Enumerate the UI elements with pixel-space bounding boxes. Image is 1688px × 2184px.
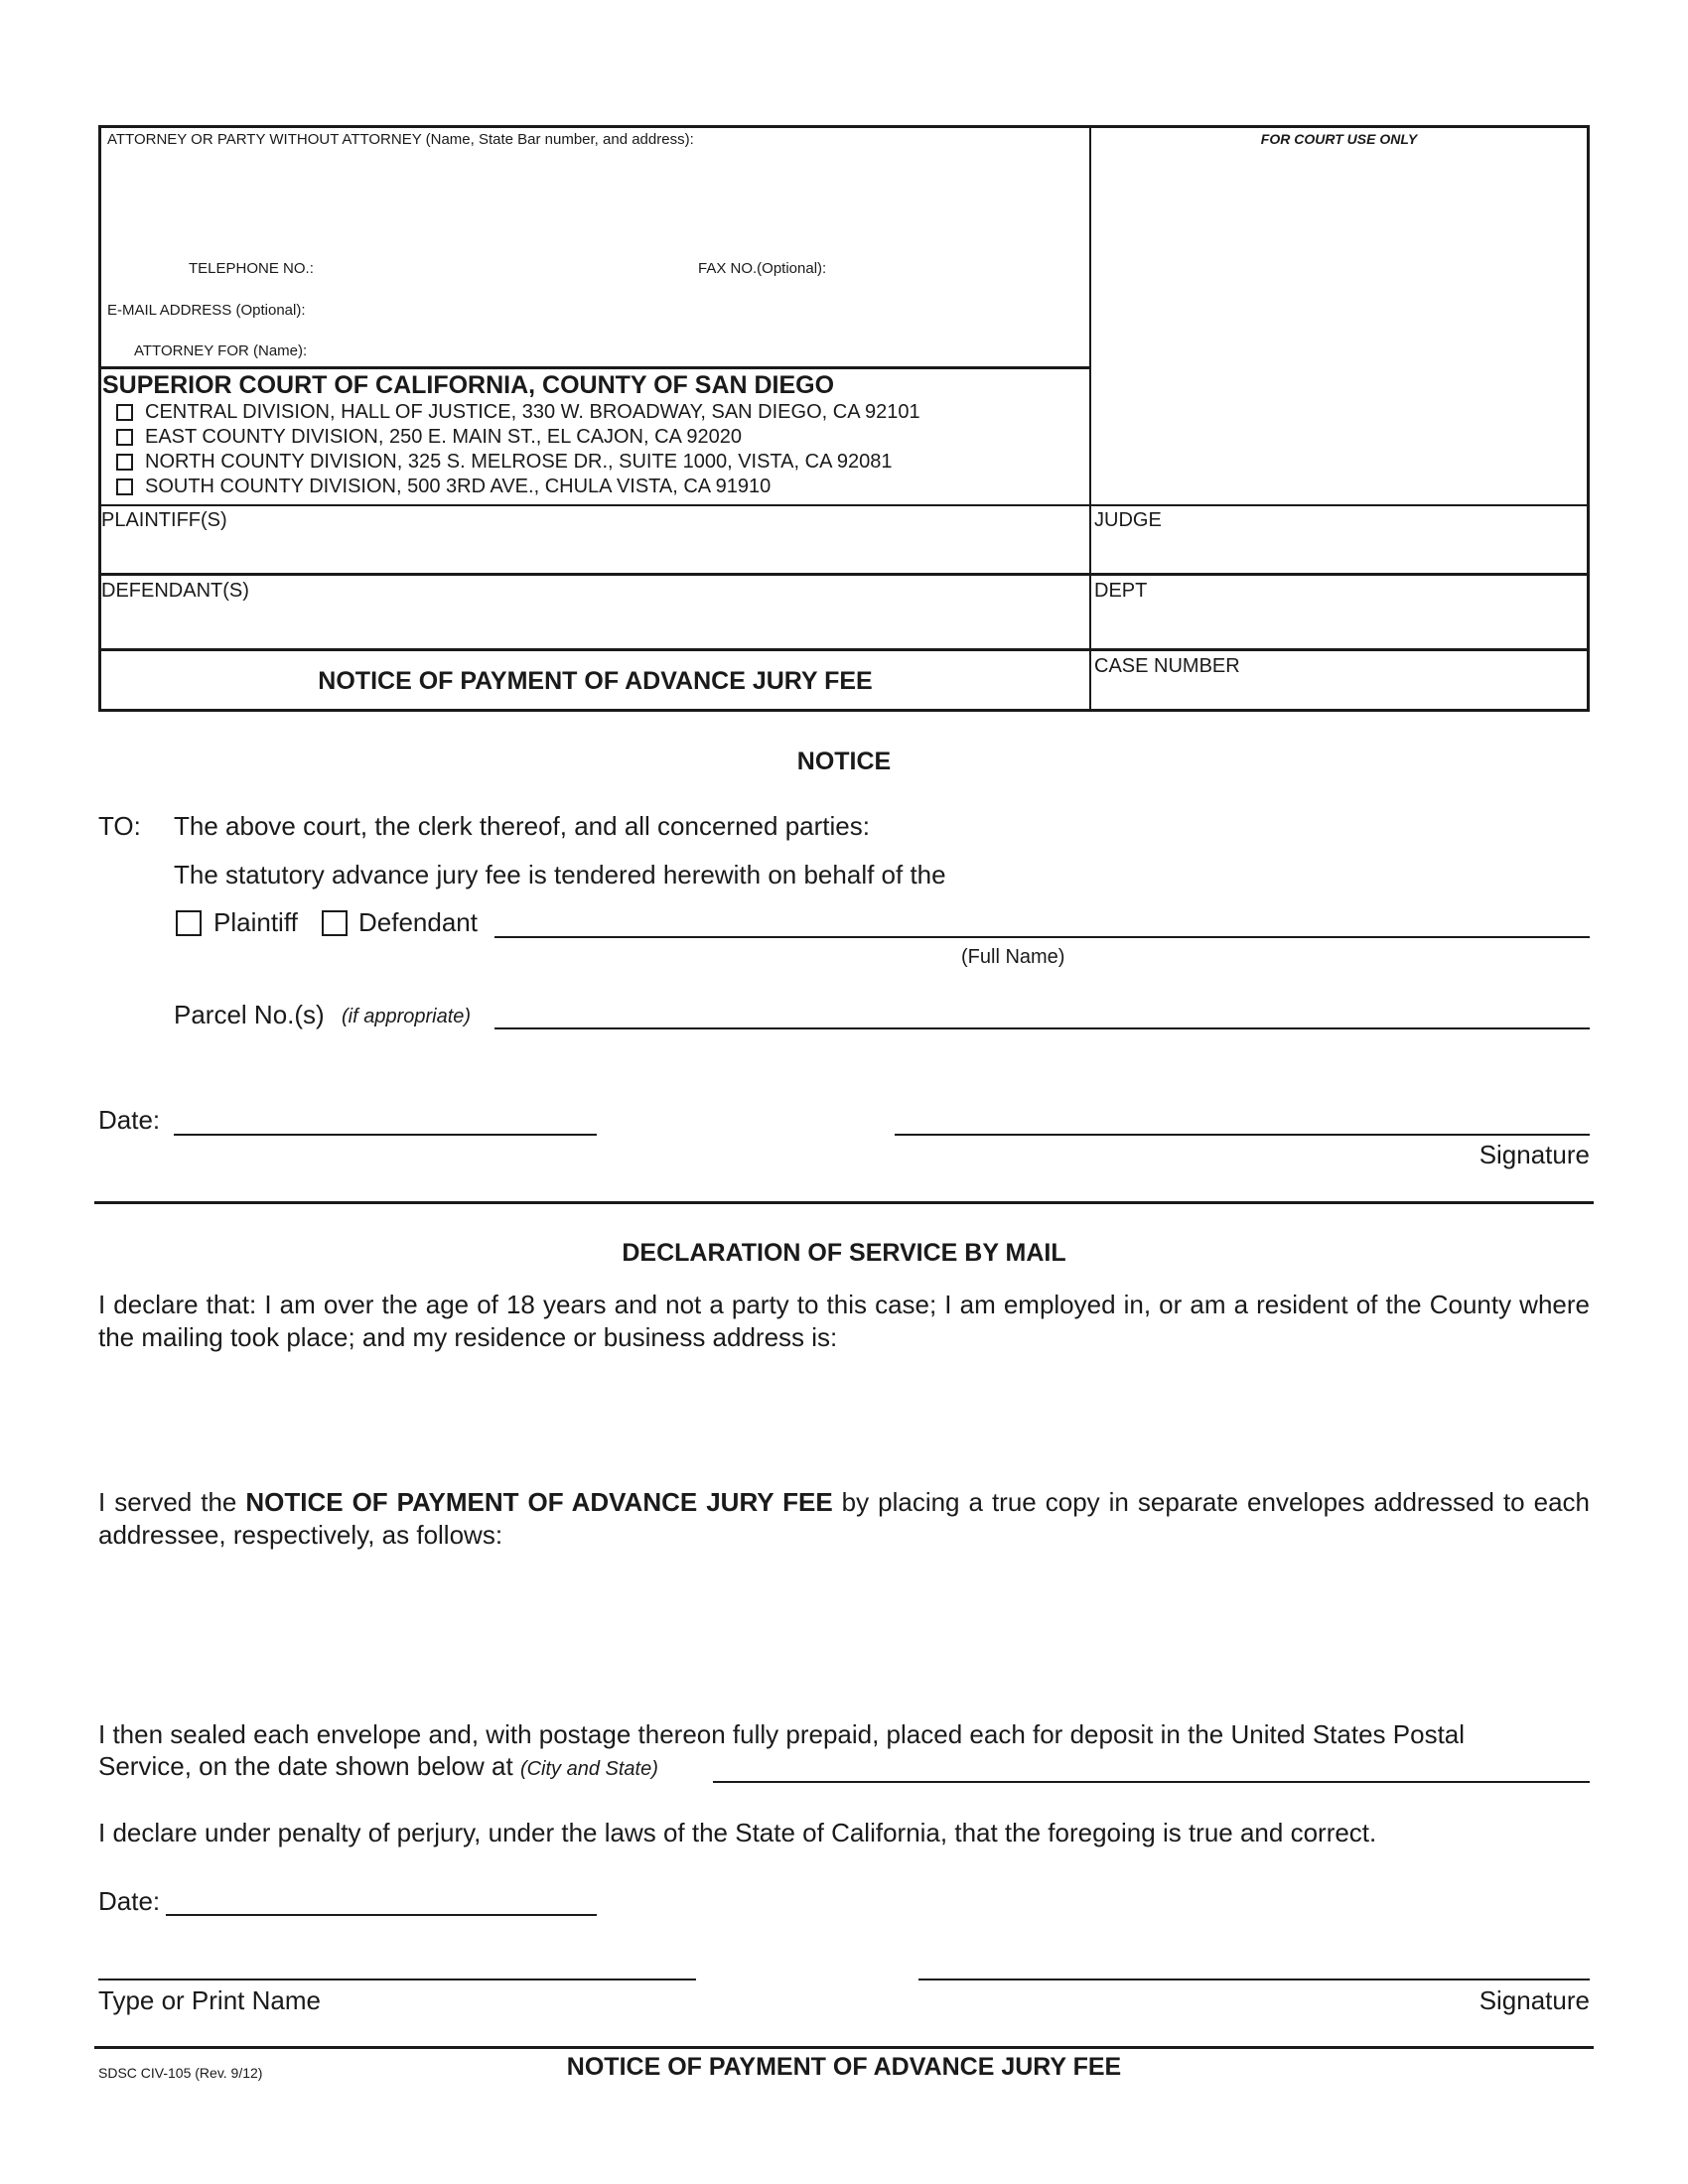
east-county-division-checkbox[interactable] xyxy=(116,429,133,446)
notice-signature-caption: Signature xyxy=(1478,1140,1590,1169)
to-text: The above court, the clerk thereof, and all concerned parties: xyxy=(174,811,870,841)
email-label: E-MAIL ADDRESS (Optional): xyxy=(107,302,306,319)
full-name-caption: (Full Name) xyxy=(961,946,1065,968)
declaration-served-paragraph xyxy=(98,1486,1590,1552)
frame-left xyxy=(98,125,101,712)
attorney-label: ATTORNEY OR PARTY WITHOUT ATTORNEY (Name, State Bar number, and address): xyxy=(107,131,694,148)
frame-bottom xyxy=(98,709,1590,712)
print-name-field[interactable] xyxy=(98,1979,696,1980)
footer-form-id: SDSC CIV-105 (Rev. 9/12) xyxy=(98,2065,263,2081)
parcel-label: Parcel No.(s) xyxy=(174,1000,325,1029)
plaintiff-label: PLAINTIFF(S) xyxy=(101,509,227,531)
attorney-for-label: ATTORNEY FOR (Name): xyxy=(134,342,308,359)
served-text-bold: NOTICE OF PAYMENT OF ADVANCE JURY FEE xyxy=(245,1487,833,1517)
court-use-label: FOR COURT USE ONLY xyxy=(1260,131,1418,147)
declaration-sealed-line1: I then sealed each envelope and, with postage thereon fully prepaid, placed each for deposit in the United States Postal xyxy=(98,1719,1466,1749)
served-text-before: I served the xyxy=(98,1487,246,1517)
defendant-label: DEFENDANT(S) xyxy=(101,580,249,602)
declaration-date-field[interactable] xyxy=(166,1914,597,1916)
declaration-address-paragraph: I declare that: I am over the age of 18 years and not a party to this case; I am employed in, or am a resident of the County where the mailing took place; and my residence or business address is: xyxy=(98,1290,1590,1352)
court-title: SUPERIOR COURT OF CALIFORNIA, COUNTY OF SAN DIEGO xyxy=(102,371,835,399)
south-county-division-checkbox[interactable] xyxy=(116,478,133,495)
full-name-field[interactable] xyxy=(494,936,1590,938)
declaration-date-label: Date: xyxy=(98,1886,161,1916)
court-plaintiff-divider xyxy=(98,504,1590,506)
plaintiff-checkbox[interactable] xyxy=(176,910,202,936)
footer-title: NOTICE OF PAYMENT OF ADVANCE JURY FEE xyxy=(566,2053,1122,2081)
declaration-signature-field[interactable] xyxy=(918,1979,1590,1980)
telephone-label: TELEPHONE NO.: xyxy=(189,260,314,277)
east-county-division-label: EAST COUNTY DIVISION, 250 E. MAIN ST., EL CAJON, CA 92020 xyxy=(145,426,742,448)
defendant-title-divider xyxy=(98,648,1590,651)
served-text-after: by placing a true copy in separate envelopes addressed to each addressee, respectively, as follows: xyxy=(98,1487,1591,1550)
notice-date-field[interactable] xyxy=(174,1134,597,1136)
dept-label: DEPT xyxy=(1094,580,1148,602)
form-title: NOTICE OF PAYMENT OF ADVANCE JURY FEE xyxy=(318,667,873,695)
frame-divider xyxy=(1089,125,1091,712)
defendant-option-label: Defendant xyxy=(358,907,478,937)
judge-label: JUDGE xyxy=(1094,509,1162,531)
frame-right xyxy=(1587,125,1590,712)
plaintiff-defendant-divider xyxy=(98,573,1590,576)
case-number-label: CASE NUMBER xyxy=(1094,655,1240,677)
print-name-caption: Type or Print Name xyxy=(98,1985,321,2015)
central-division-checkbox[interactable] xyxy=(116,404,133,421)
parcel-hint: (if appropriate) xyxy=(342,1006,472,1027)
notice-heading: NOTICE xyxy=(796,748,892,775)
declaration-signature-caption: Signature xyxy=(1478,1985,1590,2015)
tender-text: The statutory advance jury fee is tendered herewith on behalf of the xyxy=(174,860,946,889)
city-state-field[interactable] xyxy=(713,1781,1590,1783)
section-divider xyxy=(94,1201,1594,1204)
declaration-heading: DECLARATION OF SERVICE BY MAIL xyxy=(622,1239,1066,1267)
frame-top xyxy=(98,125,1590,128)
notice-signature-field[interactable] xyxy=(895,1134,1590,1136)
central-division-label: CENTRAL DIVISION, HALL OF JUSTICE, 330 W. BROADWAY, SAN DIEGO, CA 92101 xyxy=(145,401,920,423)
north-county-division-checkbox[interactable] xyxy=(116,454,133,471)
declaration-sealed-line2 xyxy=(98,1751,658,1782)
city-state-hint: (City and State) xyxy=(519,1758,658,1780)
notice-date-label: Date: xyxy=(98,1105,161,1135)
perjury-statement: I declare under penalty of perjury, under the laws of the State of California, that the foregoing is true and correct. xyxy=(98,1818,1377,1847)
attorney-court-divider xyxy=(98,366,1090,369)
north-county-division-label: NORTH COUNTY DIVISION, 325 S. MELROSE DR., SUITE 1000, VISTA, CA 92081 xyxy=(145,451,893,473)
to-label: TO: xyxy=(98,811,141,841)
fax-label: FAX NO.(Optional): xyxy=(698,260,827,277)
defendant-checkbox[interactable] xyxy=(322,910,348,936)
footer-divider xyxy=(94,2046,1594,2049)
sealed-text: Service, on the date shown below at xyxy=(98,1751,513,1781)
plaintiff-option-label: Plaintiff xyxy=(213,907,298,937)
parcel-number-field[interactable] xyxy=(494,1027,1590,1029)
south-county-division-label: SOUTH COUNTY DIVISION, 500 3RD AVE., CHULA VISTA, CA 91910 xyxy=(145,476,772,497)
